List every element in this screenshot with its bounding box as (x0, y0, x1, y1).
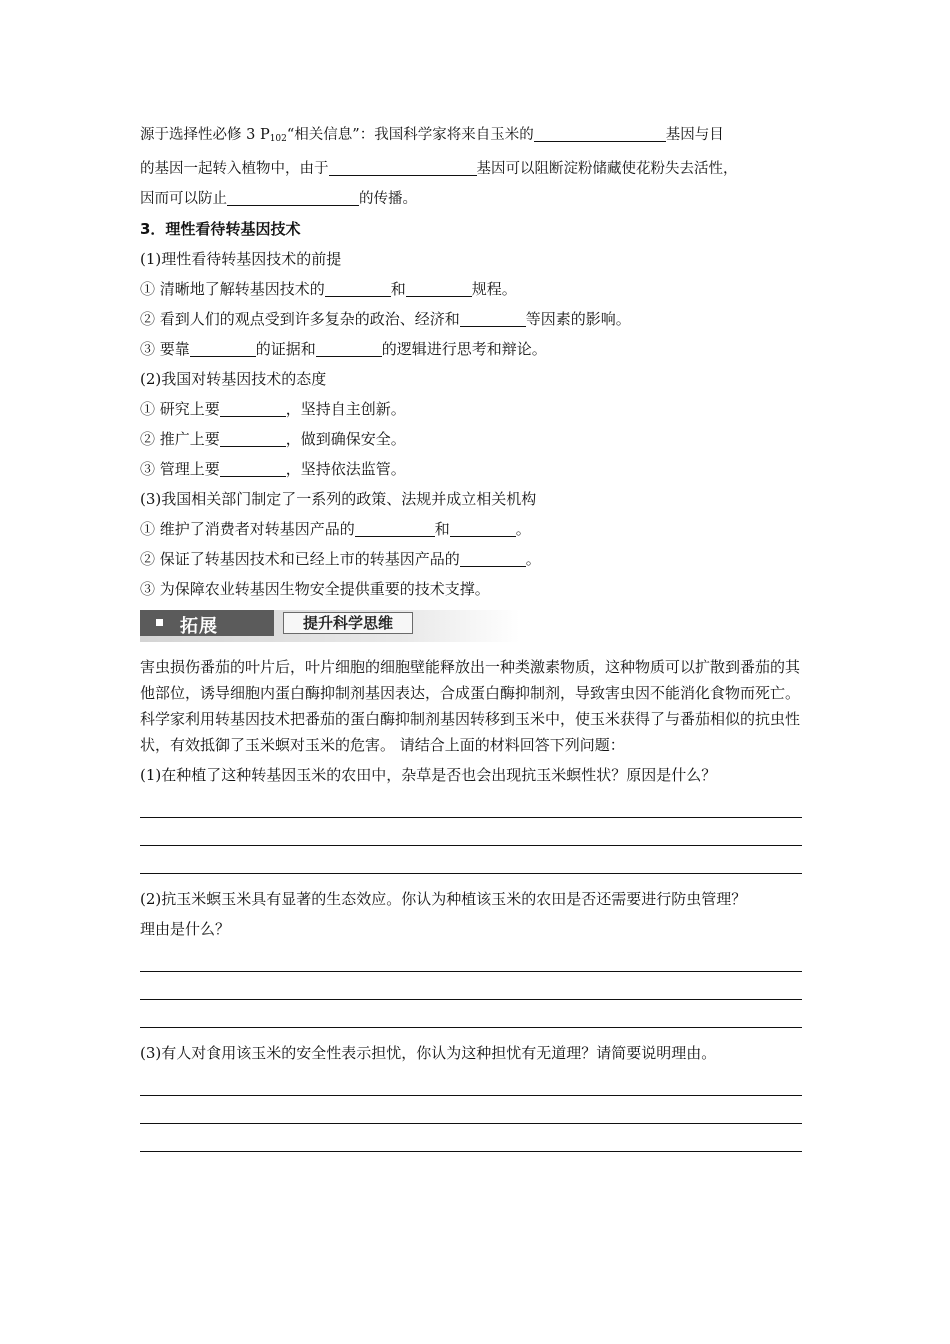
fill-blank[interactable] (190, 340, 256, 357)
subsection-title: (1)理性看待转基因技术的前提 (140, 250, 342, 268)
question-1: (1)在种植了这种转基因玉米的农田中，杂草是否也会出现抗玉米螟性状？原因是什么？ (140, 766, 717, 784)
banner-subtitle: 提升科学思维 (283, 612, 413, 634)
extension-paragraph: 害虫损伤番茄的叶片后，叶片细胞的细胞壁能释放出一种类激素物质，这种物质可以扩散到番茄的其他部位，诱导细胞内蛋白酶抑制剂基因表达，合成蛋白酶抑制剂，导致害虫因不能消化食物而死亡。科学家利用转基因技术把番茄的蛋白酶抑制剂基因转移到玉米中，使玉米获得了与番茄相似的抗虫性状，有效抵御了玉米螟对玉米的危害。 请结合上面的材料回答下列问题： (140, 658, 801, 754)
question-2-line-1: (2)抗玉米螟玉米具有显著的生态效应。你认为种植该玉米的农田是否还需要进行防虫管理？ (140, 890, 747, 908)
fill-blank[interactable] (355, 520, 435, 537)
fill-blank[interactable] (329, 159, 477, 176)
answer-line[interactable] (140, 944, 802, 972)
section-heading: 3．理性看待转基因技术 (140, 220, 301, 238)
banner-label: 拓展 (180, 616, 218, 637)
fill-blank[interactable] (450, 520, 516, 537)
fill-blank[interactable] (460, 310, 526, 327)
list-item: ② 保证了转基因技术和已经上市的转基因产品的 。 (140, 550, 541, 568)
fill-blank[interactable] (220, 460, 286, 477)
question-3: (3)有人对食用该玉米的安全性表示担忧，你认为这种担忧有无道理？请简要说明理由。 (140, 1044, 717, 1062)
list-item: ③ 管理上要 ，坚持依法监管。 (140, 460, 406, 478)
document-page (140, 120, 830, 1152)
answer-line[interactable] (140, 1124, 802, 1152)
answer-line[interactable] (140, 818, 802, 846)
list-item: ① 维护了消费者对转基因产品的 和 。 (140, 520, 531, 538)
list-item: ① 清晰地了解转基因技术的 和 规程。 (140, 280, 517, 298)
intro-line-3: 因而可以防止 的传播。 (140, 191, 417, 207)
fill-blank[interactable] (406, 280, 472, 297)
fill-blank[interactable] (220, 400, 286, 417)
answer-line[interactable] (140, 790, 802, 818)
subsection-title: (3)我国相关部门制定了一系列的政策、法规并成立相关机构 (140, 490, 537, 508)
answer-line[interactable] (140, 1000, 802, 1028)
intro-line-2: 的基因一起转入植物中，由于 基因可以阻断淀粉储藏使花粉失去活性， (140, 161, 738, 177)
list-item: ① 研究上要 ，坚持自主创新。 (140, 400, 406, 418)
fill-blank[interactable] (460, 550, 526, 567)
extension-banner (140, 606, 520, 646)
answer-line[interactable] (140, 972, 802, 1000)
fill-blank[interactable] (220, 430, 286, 447)
list-item: ② 看到人们的观点受到许多复杂的政治、经济和 等因素的影响。 (140, 310, 631, 328)
list-item: ③ 要靠 的证据和 的逻辑进行思考和辩论。 (140, 340, 547, 358)
fill-blank[interactable] (316, 340, 382, 357)
question-2 (140, 884, 830, 944)
intro-line-1: 源于选择性必修 3 $P_{102}“$相关信息”：我国科学家将来自玉米的 基因与目 (140, 127, 724, 144)
fill-blank[interactable] (534, 125, 666, 142)
list-item: ② 推广上要 ，做到确保安全。 (140, 430, 406, 448)
answer-line[interactable] (140, 1096, 802, 1124)
square-bullet-icon (156, 619, 163, 626)
list-item: ③ 为保障农业转基因生物安全提供重要的技术支撑。 (140, 580, 490, 598)
fill-blank[interactable] (325, 280, 391, 297)
fill-blank[interactable] (227, 189, 359, 206)
subsection-title: (2)我国对转基因技术的态度 (140, 370, 327, 388)
intro-block (140, 120, 830, 214)
answer-line[interactable] (140, 846, 802, 874)
answer-line[interactable] (140, 1068, 802, 1096)
question-2-line-2: 理由是什么？ (140, 920, 231, 938)
